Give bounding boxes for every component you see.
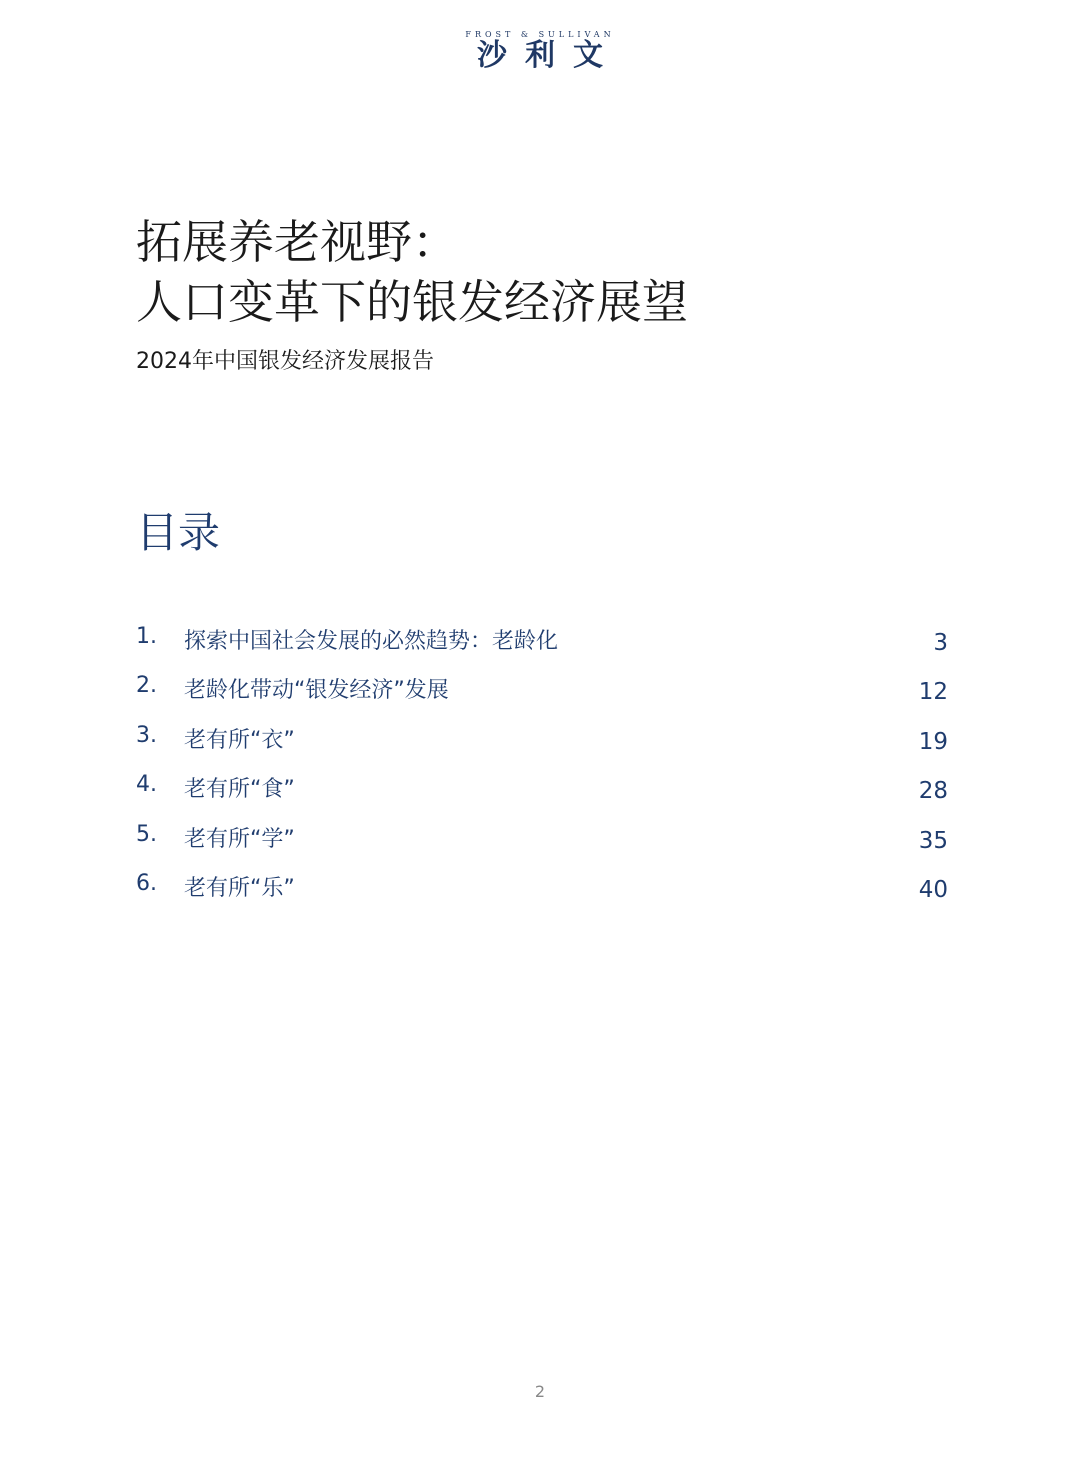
toc-item-title: 老有所“食” [184,777,295,803]
toc-item-title: 探索中国社会发展的必然趋势：老龄化 [184,629,559,654]
toc-item-title: 老有所“衣” [184,727,295,753]
title-line-2: 人口变革下的银发经济展望 [136,275,688,329]
table-of-contents [136,622,948,918]
toc-item-3[interactable] [136,721,948,770]
toc-item-2[interactable] [136,671,948,720]
toc-item-number: 2. [136,673,157,699]
toc-heading: 目录 [136,508,221,557]
toc-item-1[interactable] [136,622,948,671]
report-title [136,212,688,332]
toc-item-title: 老有所“学” [184,826,295,852]
toc-item-number: 6. [136,870,157,896]
toc-item-number: 4. [136,772,157,798]
toc-item-page: 3 [933,630,948,656]
report-subtitle: 2024年中国银发经济发展报告 [136,349,434,374]
toc-item-page: 35 [918,827,948,854]
frost-sullivan-logo [0,30,1080,72]
page-number: 2 [534,1382,546,1401]
logo-chinese-text: 沙利文 [477,38,621,73]
toc-item-5[interactable] [136,820,948,869]
title-line-1: 拓展养老视野： [136,215,458,269]
toc-item-title: 老有所“乐” [184,875,295,901]
toc-item-page: 28 [918,778,948,805]
toc-item-number: 3. [136,722,157,748]
toc-item-page: 19 [918,728,948,755]
toc-item-page: 12 [918,679,948,706]
toc-item-title: 老龄化带动“银发经济”发展 [184,678,449,704]
toc-item-number: 1. [136,624,157,649]
toc-item-4[interactable] [136,770,948,819]
toc-item-number: 5. [136,821,157,847]
logo-english-text: FROST & SULLIVAN [465,30,615,39]
toc-item-6[interactable] [136,869,948,918]
toc-item-page: 40 [918,876,948,903]
